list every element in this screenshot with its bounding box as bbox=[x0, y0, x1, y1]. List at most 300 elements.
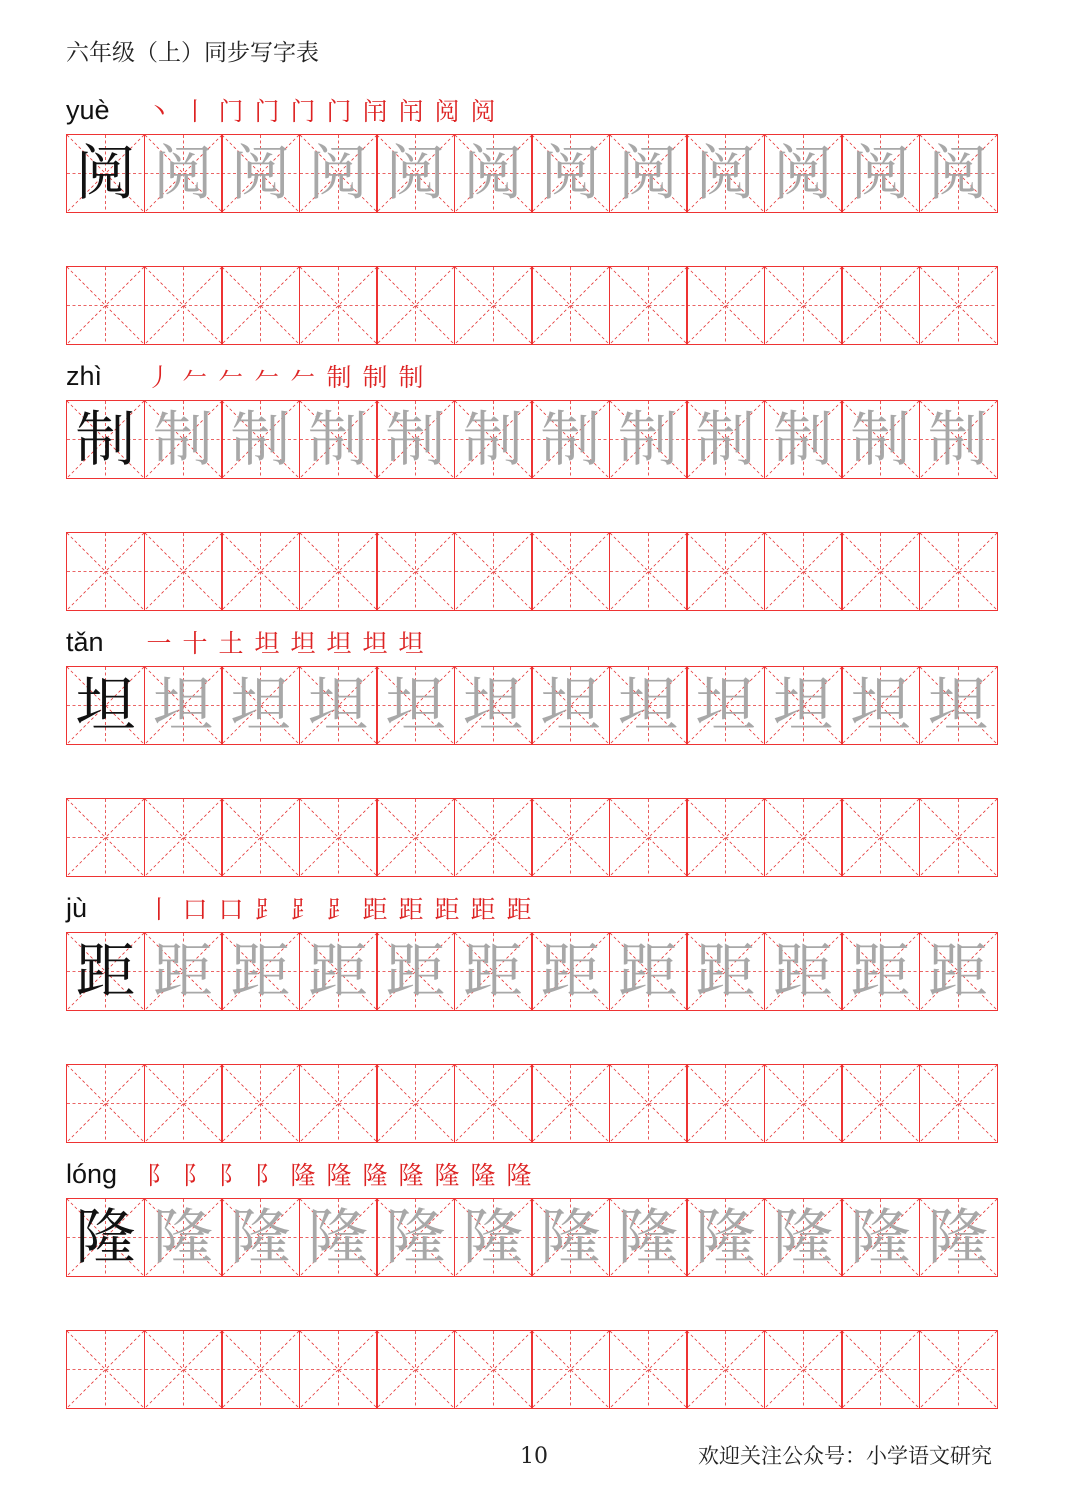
grid-guide-lines bbox=[67, 799, 144, 876]
grid-guide-lines bbox=[687, 1065, 764, 1142]
trace-character: 坦 bbox=[773, 670, 833, 741]
stroke-step: 𠂉 bbox=[182, 363, 208, 392]
blank-practice-grid-row bbox=[66, 1330, 1014, 1409]
writing-cell[interactable] bbox=[299, 400, 378, 479]
grid-guide-lines bbox=[377, 1331, 454, 1408]
writing-cell[interactable] bbox=[454, 932, 533, 1011]
grid-guide-lines bbox=[532, 799, 609, 876]
writing-cell[interactable] bbox=[376, 1064, 455, 1143]
stroke-step: 隆 bbox=[290, 1161, 316, 1190]
writing-cell[interactable] bbox=[686, 932, 765, 1011]
grid-guide-lines bbox=[67, 267, 144, 344]
writing-cell[interactable] bbox=[531, 1330, 610, 1409]
writing-cell[interactable] bbox=[531, 266, 610, 345]
pinyin-stroke-row bbox=[66, 888, 536, 928]
stroke-step: 隆 bbox=[506, 1161, 532, 1190]
trace-character: 制 bbox=[308, 404, 368, 475]
writing-cell[interactable] bbox=[66, 266, 145, 345]
writing-cell[interactable] bbox=[376, 266, 455, 345]
grid-guide-lines bbox=[842, 1331, 919, 1408]
stroke-step: 丨 bbox=[182, 97, 208, 126]
grid-guide-lines bbox=[765, 799, 842, 876]
page-title: 六年级（上）同步写字表 bbox=[66, 40, 319, 66]
grid-guide-lines bbox=[610, 533, 687, 610]
writing-cell[interactable] bbox=[531, 400, 610, 479]
stroke-step: 隆 bbox=[326, 1161, 352, 1190]
trace-character: 距 bbox=[928, 936, 988, 1007]
writing-cell[interactable] bbox=[609, 932, 688, 1011]
writing-cell[interactable] bbox=[764, 532, 843, 611]
writing-cell[interactable] bbox=[686, 1064, 765, 1143]
stroke-step: 制 bbox=[362, 363, 388, 392]
grid-guide-lines bbox=[377, 533, 454, 610]
stroke-step: 隆 bbox=[398, 1161, 424, 1190]
writing-cell[interactable] bbox=[609, 532, 688, 611]
stroke-order-list bbox=[142, 624, 428, 660]
writing-cell[interactable] bbox=[299, 1064, 378, 1143]
writing-cell[interactable] bbox=[531, 134, 610, 213]
writing-cell[interactable] bbox=[454, 1330, 533, 1409]
writing-cell[interactable] bbox=[454, 134, 533, 213]
trace-character: 阅 bbox=[773, 138, 833, 209]
grid-guide-lines bbox=[765, 267, 842, 344]
trace-character: 阅 bbox=[695, 138, 756, 209]
writing-cell[interactable] bbox=[764, 666, 843, 745]
trace-character: 制 bbox=[385, 404, 446, 475]
writing-cell[interactable] bbox=[299, 798, 378, 877]
writing-cell[interactable] bbox=[919, 266, 998, 345]
writing-cell[interactable] bbox=[376, 134, 455, 213]
writing-cell[interactable] bbox=[686, 666, 765, 745]
blank-practice-grid-row bbox=[66, 532, 1014, 611]
writing-cell[interactable] bbox=[531, 1198, 610, 1277]
grid-guide-lines bbox=[842, 267, 919, 344]
writing-cell[interactable] bbox=[609, 1064, 688, 1143]
stroke-step: 一 bbox=[146, 629, 172, 658]
trace-character: 距 bbox=[463, 936, 523, 1007]
trace-character: 制 bbox=[153, 404, 213, 475]
writing-cell[interactable] bbox=[841, 1330, 920, 1409]
stroke-order-list bbox=[142, 358, 428, 394]
stroke-step: 口 bbox=[218, 895, 244, 924]
writing-cell[interactable] bbox=[841, 400, 920, 479]
writing-cell[interactable] bbox=[609, 666, 688, 745]
writing-cell[interactable] bbox=[66, 532, 145, 611]
trace-character: 隆 bbox=[695, 1202, 756, 1273]
grid-guide-lines bbox=[67, 1065, 144, 1142]
writing-cell[interactable] bbox=[221, 532, 300, 611]
trace-character: 隆 bbox=[385, 1202, 446, 1273]
trace-character: 坦 bbox=[463, 670, 523, 741]
writing-cell[interactable] bbox=[609, 1198, 688, 1277]
trace-character: 阅 bbox=[153, 138, 213, 209]
stroke-step: 𠂉 bbox=[254, 363, 280, 392]
stroke-step: 制 bbox=[326, 363, 352, 392]
grid-guide-lines bbox=[920, 267, 997, 344]
writing-cell[interactable] bbox=[454, 400, 533, 479]
writing-cell[interactable] bbox=[144, 266, 223, 345]
writing-cell[interactable] bbox=[764, 134, 843, 213]
writing-cell[interactable] bbox=[144, 1064, 223, 1143]
trace-character: 距 bbox=[618, 936, 678, 1007]
stroke-step: 十 bbox=[182, 629, 208, 658]
trace-character: 制 bbox=[463, 404, 523, 475]
pinyin-label: tǎn bbox=[66, 626, 104, 657]
grid-guide-lines bbox=[300, 799, 377, 876]
stroke-step: 阝 bbox=[218, 1161, 244, 1190]
stroke-step: 𠂉 bbox=[218, 363, 244, 392]
stroke-step: 闬 bbox=[398, 97, 424, 126]
stroke-step: 坦 bbox=[326, 629, 352, 658]
grid-guide-lines bbox=[67, 533, 144, 610]
writing-cell[interactable] bbox=[686, 1198, 765, 1277]
writing-cell[interactable] bbox=[66, 666, 145, 745]
writing-cell[interactable] bbox=[919, 1064, 998, 1143]
stroke-step: 闬 bbox=[362, 97, 388, 126]
stroke-step: 坦 bbox=[398, 629, 424, 658]
grid-guide-lines bbox=[610, 1331, 687, 1408]
stroke-step: 门 bbox=[254, 97, 280, 126]
writing-cell[interactable] bbox=[686, 134, 765, 213]
tracing-grid-row bbox=[66, 666, 1014, 745]
pinyin-stroke-row bbox=[66, 1154, 536, 1194]
model-character: 隆 bbox=[75, 1202, 136, 1273]
grid-guide-lines bbox=[610, 1065, 687, 1142]
writing-cell[interactable] bbox=[841, 134, 920, 213]
writing-cell[interactable] bbox=[299, 666, 378, 745]
tracing-grid-row bbox=[66, 1198, 1014, 1277]
writing-cell[interactable] bbox=[919, 666, 998, 745]
stroke-step: 坦 bbox=[362, 629, 388, 658]
grid-guide-lines bbox=[920, 799, 997, 876]
writing-cell[interactable] bbox=[609, 798, 688, 877]
stroke-step: 门 bbox=[326, 97, 352, 126]
writing-cell[interactable] bbox=[686, 266, 765, 345]
stroke-step: 隆 bbox=[362, 1161, 388, 1190]
trace-character: 隆 bbox=[308, 1202, 368, 1273]
trace-character: 距 bbox=[540, 936, 601, 1007]
writing-cell[interactable] bbox=[66, 932, 145, 1011]
grid-guide-lines bbox=[145, 1065, 222, 1142]
writing-cell[interactable] bbox=[609, 266, 688, 345]
writing-cell[interactable] bbox=[454, 1064, 533, 1143]
page-number: 10 bbox=[520, 1444, 548, 1469]
writing-cell[interactable] bbox=[299, 932, 378, 1011]
writing-cell[interactable] bbox=[919, 532, 998, 611]
stroke-step: 𠂉 bbox=[290, 363, 316, 392]
stroke-order-list bbox=[142, 1156, 536, 1192]
writing-cell[interactable] bbox=[299, 1198, 378, 1277]
writing-cell[interactable] bbox=[376, 666, 455, 745]
pinyin-label: lóng bbox=[66, 1158, 118, 1189]
stroke-step: 阅 bbox=[470, 97, 496, 126]
writing-cell[interactable] bbox=[764, 1330, 843, 1409]
grid-guide-lines bbox=[920, 533, 997, 610]
grid-guide-lines bbox=[687, 267, 764, 344]
stroke-step: 距 bbox=[434, 895, 460, 924]
writing-cell[interactable] bbox=[66, 1330, 145, 1409]
trace-character: 距 bbox=[385, 936, 446, 1007]
grid-guide-lines bbox=[610, 267, 687, 344]
grid-guide-lines bbox=[145, 1331, 222, 1408]
writing-cell[interactable] bbox=[66, 798, 145, 877]
grid-guide-lines bbox=[377, 799, 454, 876]
stroke-step: 制 bbox=[398, 363, 424, 392]
trace-character: 隆 bbox=[230, 1202, 291, 1273]
blank-practice-grid-row bbox=[66, 266, 1014, 345]
stroke-step: ⻊ bbox=[326, 895, 352, 924]
writing-cell[interactable] bbox=[221, 134, 300, 213]
model-character: 距 bbox=[75, 936, 136, 1007]
stroke-step: 丶 bbox=[146, 97, 172, 126]
writing-cell[interactable] bbox=[144, 666, 223, 745]
writing-cell[interactable] bbox=[841, 532, 920, 611]
trace-character: 阅 bbox=[928, 138, 988, 209]
writing-cell[interactable] bbox=[144, 1198, 223, 1277]
stroke-step: 阝 bbox=[146, 1161, 172, 1190]
writing-cell[interactable] bbox=[66, 1198, 145, 1277]
trace-character: 坦 bbox=[153, 670, 213, 741]
trace-character: 隆 bbox=[773, 1202, 833, 1273]
trace-character: 隆 bbox=[540, 1202, 601, 1273]
writing-cell[interactable] bbox=[919, 1330, 998, 1409]
writing-cell[interactable] bbox=[376, 1330, 455, 1409]
writing-cell[interactable] bbox=[299, 266, 378, 345]
trace-character: 距 bbox=[230, 936, 291, 1007]
trace-character: 坦 bbox=[308, 670, 368, 741]
pinyin-label: yuè bbox=[66, 94, 110, 125]
writing-cell[interactable] bbox=[66, 1064, 145, 1143]
grid-guide-lines bbox=[765, 1065, 842, 1142]
blank-practice-grid-row bbox=[66, 1064, 1014, 1143]
writing-cell[interactable] bbox=[454, 532, 533, 611]
grid-guide-lines bbox=[377, 1065, 454, 1142]
writing-cell[interactable] bbox=[919, 134, 998, 213]
writing-cell[interactable] bbox=[376, 798, 455, 877]
grid-guide-lines bbox=[455, 267, 532, 344]
stroke-step: 坦 bbox=[254, 629, 280, 658]
stroke-step: 阝 bbox=[182, 1161, 208, 1190]
writing-cell[interactable] bbox=[376, 532, 455, 611]
trace-character: 阅 bbox=[618, 138, 678, 209]
stroke-step: 丿 bbox=[146, 363, 172, 392]
trace-character: 制 bbox=[695, 404, 756, 475]
trace-character: 坦 bbox=[385, 670, 446, 741]
stroke-step: 隆 bbox=[434, 1161, 460, 1190]
trace-character: 距 bbox=[695, 936, 756, 1007]
trace-character: 制 bbox=[850, 404, 911, 475]
writing-cell[interactable] bbox=[376, 400, 455, 479]
grid-guide-lines bbox=[532, 1331, 609, 1408]
grid-guide-lines bbox=[765, 533, 842, 610]
writing-cell[interactable] bbox=[144, 532, 223, 611]
trace-character: 隆 bbox=[850, 1202, 911, 1273]
grid-guide-lines bbox=[842, 533, 919, 610]
writing-cell[interactable] bbox=[919, 1198, 998, 1277]
blank-practice-grid-row bbox=[66, 798, 1014, 877]
pinyin-stroke-row bbox=[66, 622, 428, 662]
writing-cell[interactable] bbox=[144, 134, 223, 213]
grid-guide-lines bbox=[532, 533, 609, 610]
trace-character: 坦 bbox=[540, 670, 601, 741]
writing-cell[interactable] bbox=[221, 932, 300, 1011]
stroke-step: ⻊ bbox=[254, 895, 280, 924]
writing-cell[interactable] bbox=[454, 1198, 533, 1277]
grid-guide-lines bbox=[455, 533, 532, 610]
stroke-step: ⻊ bbox=[290, 895, 316, 924]
writing-cell[interactable] bbox=[221, 798, 300, 877]
grid-guide-lines bbox=[222, 799, 299, 876]
writing-cell[interactable] bbox=[531, 666, 610, 745]
grid-guide-lines bbox=[300, 1331, 377, 1408]
trace-character: 制 bbox=[230, 404, 291, 475]
writing-cell[interactable] bbox=[376, 932, 455, 1011]
grid-guide-lines bbox=[610, 799, 687, 876]
grid-guide-lines bbox=[455, 799, 532, 876]
writing-cell[interactable] bbox=[454, 666, 533, 745]
trace-character: 坦 bbox=[618, 670, 678, 741]
trace-character: 隆 bbox=[463, 1202, 523, 1273]
pinyin-label: zhì bbox=[66, 360, 103, 391]
stroke-step: 坦 bbox=[290, 629, 316, 658]
grid-guide-lines bbox=[920, 1065, 997, 1142]
grid-guide-lines bbox=[222, 1065, 299, 1142]
tracing-grid-row bbox=[66, 932, 1014, 1011]
writing-cell[interactable] bbox=[609, 134, 688, 213]
pinyin-label: jù bbox=[66, 892, 88, 923]
writing-cell[interactable] bbox=[686, 1330, 765, 1409]
grid-guide-lines bbox=[687, 1331, 764, 1408]
stroke-step: 距 bbox=[506, 895, 532, 924]
writing-cell[interactable] bbox=[221, 1330, 300, 1409]
writing-cell[interactable] bbox=[686, 532, 765, 611]
trace-character: 阅 bbox=[463, 138, 523, 209]
stroke-step: 距 bbox=[362, 895, 388, 924]
writing-cell[interactable] bbox=[841, 798, 920, 877]
writing-cell[interactable] bbox=[841, 666, 920, 745]
writing-cell[interactable] bbox=[531, 532, 610, 611]
trace-character: 阅 bbox=[540, 138, 601, 209]
writing-cell[interactable] bbox=[221, 666, 300, 745]
writing-cell[interactable] bbox=[531, 798, 610, 877]
writing-cell[interactable] bbox=[841, 932, 920, 1011]
grid-guide-lines bbox=[67, 1331, 144, 1408]
trace-character: 阅 bbox=[230, 138, 291, 209]
writing-cell[interactable] bbox=[531, 1064, 610, 1143]
trace-character: 坦 bbox=[230, 670, 291, 741]
grid-guide-lines bbox=[145, 267, 222, 344]
writing-cell[interactable] bbox=[764, 798, 843, 877]
grid-guide-lines bbox=[455, 1065, 532, 1142]
trace-character: 隆 bbox=[618, 1202, 678, 1273]
writing-cell[interactable] bbox=[609, 400, 688, 479]
grid-guide-lines bbox=[455, 1331, 532, 1408]
grid-guide-lines bbox=[687, 533, 764, 610]
footer-note: 欢迎关注公众号：小学语文研究 bbox=[698, 1444, 992, 1468]
writing-cell[interactable] bbox=[221, 1064, 300, 1143]
stroke-step: 距 bbox=[398, 895, 424, 924]
model-character: 坦 bbox=[75, 670, 136, 741]
writing-cell[interactable] bbox=[221, 266, 300, 345]
writing-cell[interactable] bbox=[299, 532, 378, 611]
writing-cell[interactable] bbox=[144, 798, 223, 877]
trace-character: 制 bbox=[773, 404, 833, 475]
trace-character: 距 bbox=[308, 936, 368, 1007]
trace-character: 坦 bbox=[928, 670, 988, 741]
grid-guide-lines bbox=[300, 1065, 377, 1142]
tracing-grid-row bbox=[66, 134, 1014, 213]
trace-character: 坦 bbox=[695, 670, 756, 741]
grid-guide-lines bbox=[222, 1331, 299, 1408]
stroke-step: 距 bbox=[470, 895, 496, 924]
writing-cell[interactable] bbox=[764, 266, 843, 345]
writing-cell[interactable] bbox=[66, 400, 145, 479]
stroke-step: 口 bbox=[182, 895, 208, 924]
trace-character: 坦 bbox=[850, 670, 911, 741]
writing-cell[interactable] bbox=[919, 798, 998, 877]
grid-guide-lines bbox=[145, 799, 222, 876]
grid-guide-lines bbox=[377, 267, 454, 344]
grid-guide-lines bbox=[222, 267, 299, 344]
trace-character: 距 bbox=[773, 936, 833, 1007]
writing-cell[interactable] bbox=[144, 1330, 223, 1409]
writing-cell[interactable] bbox=[841, 1064, 920, 1143]
writing-cell[interactable] bbox=[531, 932, 610, 1011]
writing-cell[interactable] bbox=[66, 134, 145, 213]
grid-guide-lines bbox=[920, 1331, 997, 1408]
writing-cell[interactable] bbox=[764, 1064, 843, 1143]
trace-character: 距 bbox=[850, 936, 911, 1007]
pinyin-stroke-row bbox=[66, 90, 500, 130]
writing-cell[interactable] bbox=[221, 400, 300, 479]
writing-cell[interactable] bbox=[299, 134, 378, 213]
writing-cell[interactable] bbox=[919, 400, 998, 479]
writing-cell[interactable] bbox=[686, 400, 765, 479]
writing-cell[interactable] bbox=[144, 932, 223, 1011]
writing-cell[interactable] bbox=[376, 1198, 455, 1277]
trace-character: 阅 bbox=[385, 138, 446, 209]
stroke-order-list bbox=[142, 92, 500, 128]
trace-character: 隆 bbox=[153, 1202, 213, 1273]
writing-cell[interactable] bbox=[454, 266, 533, 345]
writing-cell[interactable] bbox=[144, 400, 223, 479]
trace-character: 距 bbox=[153, 936, 213, 1007]
trace-character: 隆 bbox=[928, 1202, 988, 1273]
grid-guide-lines bbox=[222, 533, 299, 610]
trace-character: 制 bbox=[928, 404, 988, 475]
writing-cell[interactable] bbox=[764, 932, 843, 1011]
writing-cell[interactable] bbox=[764, 400, 843, 479]
stroke-step: 阝 bbox=[254, 1161, 280, 1190]
writing-cell[interactable] bbox=[454, 798, 533, 877]
writing-cell[interactable] bbox=[221, 1198, 300, 1277]
writing-cell[interactable] bbox=[299, 1330, 378, 1409]
writing-cell[interactable] bbox=[841, 266, 920, 345]
model-character: 阅 bbox=[75, 138, 136, 209]
pinyin-stroke-row bbox=[66, 356, 428, 396]
trace-character: 阅 bbox=[850, 138, 911, 209]
stroke-order-list bbox=[142, 890, 536, 926]
writing-cell[interactable] bbox=[919, 932, 998, 1011]
writing-cell[interactable] bbox=[841, 1198, 920, 1277]
stroke-step: 阅 bbox=[434, 97, 460, 126]
writing-cell[interactable] bbox=[609, 1330, 688, 1409]
grid-guide-lines bbox=[532, 267, 609, 344]
writing-cell[interactable] bbox=[686, 798, 765, 877]
stroke-step: 门 bbox=[218, 97, 244, 126]
grid-guide-lines bbox=[300, 533, 377, 610]
writing-cell[interactable] bbox=[764, 1198, 843, 1277]
